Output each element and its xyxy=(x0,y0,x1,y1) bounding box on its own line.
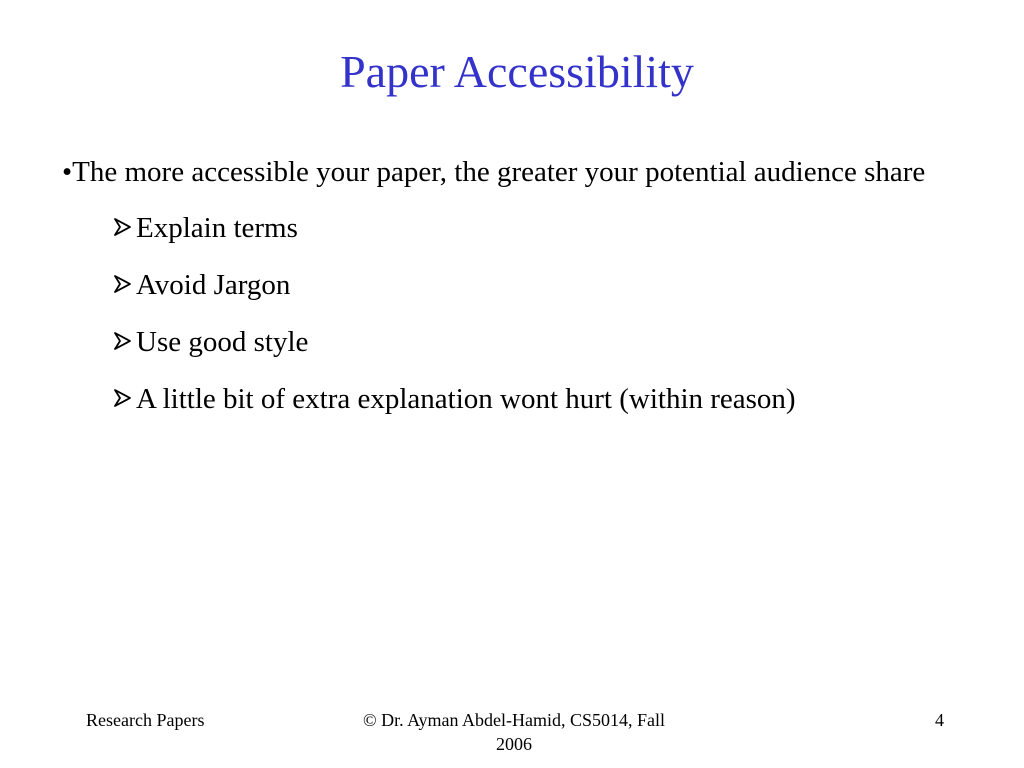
slide-content xyxy=(62,152,962,436)
lead-bullet: •The more accessible your paper, the greater your potential audience share xyxy=(62,156,926,188)
page-number: 4 xyxy=(935,710,944,730)
footer-left: Research Papers xyxy=(86,710,205,730)
arrow-bullet-icon xyxy=(114,208,136,248)
list-item-label: Use good style xyxy=(136,326,309,358)
list-item-label: A little bit of extra explanation wont hurt (within reason) xyxy=(136,383,796,415)
list-item-label: Explain terms xyxy=(136,212,298,244)
list-item-label: Avoid Jargon xyxy=(136,269,291,301)
arrow-bullet-icon xyxy=(114,265,136,305)
slide-title: Paper Accessibility xyxy=(340,46,694,97)
arrow-bullet-icon xyxy=(114,379,136,419)
list-item xyxy=(114,322,962,379)
list-item xyxy=(114,265,962,322)
footer-center: © Dr. Ayman Abdel-Hamid, CS5014, Fall 2006 xyxy=(362,710,666,754)
arrow-bullet-icon xyxy=(114,322,136,362)
list-item xyxy=(114,208,962,265)
list-item xyxy=(114,379,962,436)
